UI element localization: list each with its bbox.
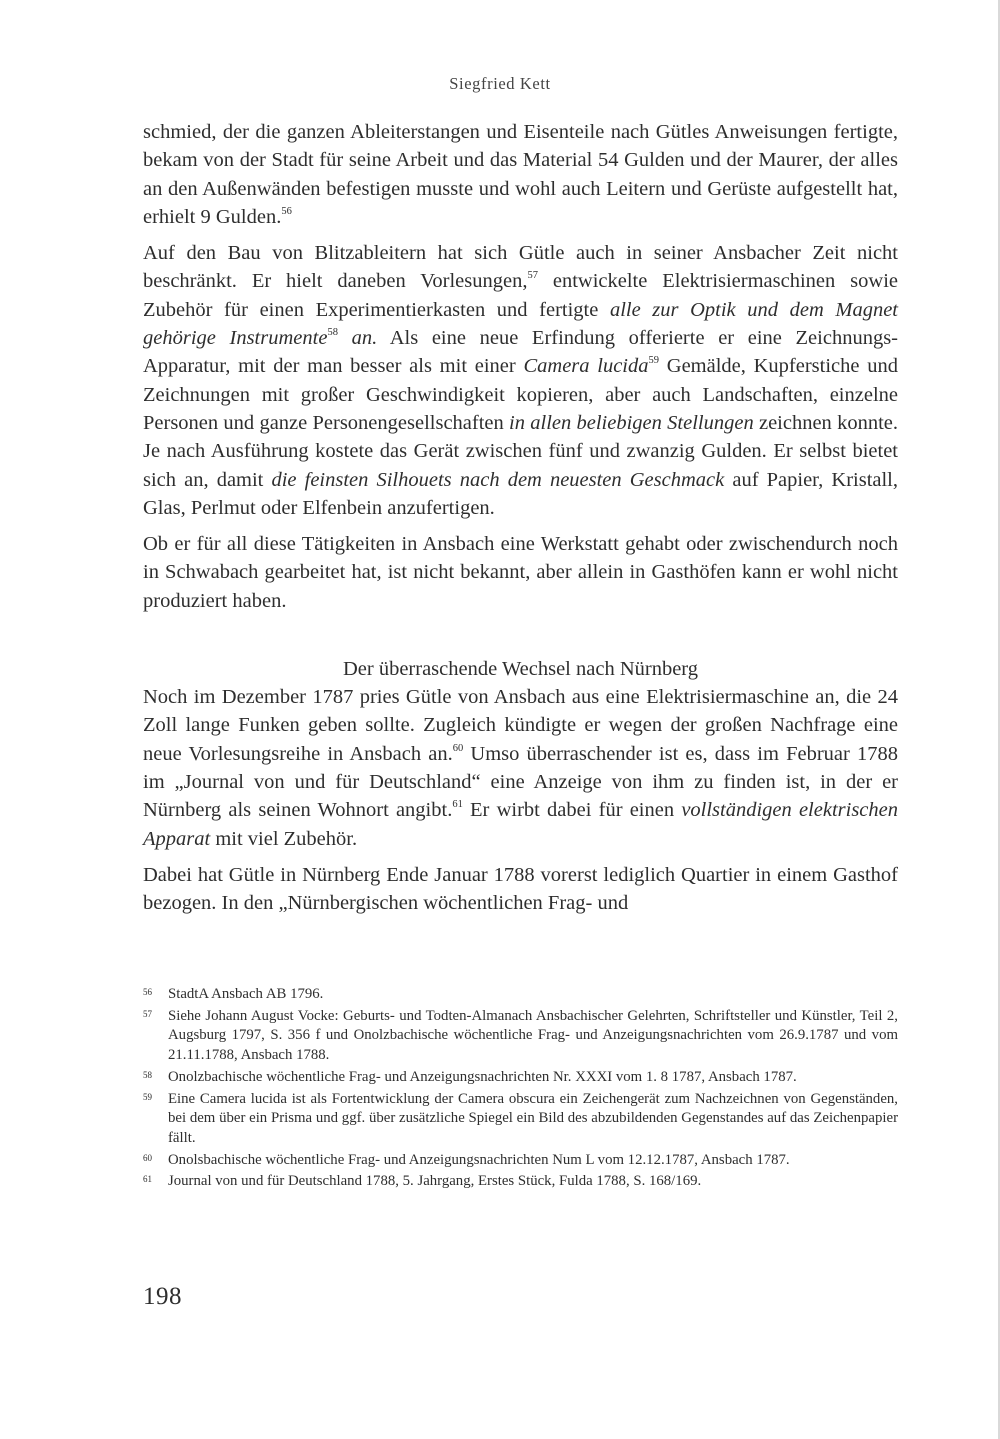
footnote — [143, 1151, 898, 1171]
footnote-text: Eine Camera lucida ist als Fortentwicklung der Camera obscura ein Zeichengerät zum Nachzeichnen von Gegenständen, bei dem über ein Prisma und ggf. über zusätzliche Spiegel ein Bild des abzubildenden Gegenstandes auf das Zeichenpapier fällt. — [168, 1090, 898, 1146]
footnote-ref: 61 — [452, 799, 463, 811]
footnote-number: 59 — [143, 1091, 152, 1102]
footnote-text: Siehe Johann August Vocke: Geburts- und Todten-Almanach Ansbachischer Gelehrten, Schriftsteller und Künstler, Teil 2, Augsburg 1797, S. 356 f und Onolzbachische wöchentliche Frag- und Anzeigungsnachrichten vom 26.9.1787 und vom 21.11.1788, Ansbach 1788. — [168, 1007, 898, 1064]
text-run: Auf den Bau von Blitzableitern hat sich Gütle auch in seiner Ansbacher Zeit nicht beschränkt. Er hielt daneben Vorlesungen, — [143, 242, 898, 293]
paragraph — [143, 683, 898, 853]
footnote-text: StadtA Ansbach AB 1796. — [168, 986, 324, 1002]
footnote-ref: 56 — [281, 205, 292, 217]
footnote-number: 60 — [143, 1152, 152, 1163]
italic-text: an. — [337, 327, 378, 350]
paragraph — [143, 530, 898, 615]
footnotes — [143, 985, 898, 1194]
text-run: auf Papier, Kristall, Glas, Perlmut oder Elfenbein anzufertigen. — [143, 468, 899, 519]
italic-text: die feinsten Silhouets nach dem neuesten Geschmack — [271, 468, 725, 491]
text-run: Gemälde, Kupferstiche und Zeichnungen mit großer Geschwindigkeit kopieren, aber auch Landschaften, einzelne Personen und ganze Personengesellschaften — [143, 355, 898, 434]
footnote-ref: 59 — [648, 355, 660, 367]
footnote-number: 61 — [143, 1174, 152, 1185]
paragraph — [143, 118, 898, 231]
text-run: zeichnen konnte. Je nach Ausführung kostete das Gerät zwischen fünf und zwanzig Gulden. Er selbst bietet sich an, damit — [143, 411, 898, 491]
text-run: Als eine neue Erfindung offerierte er eine Zeichnungs-Apparatur, mit der man besser als mit einer — [143, 327, 898, 378]
paragraphs-bottom — [143, 683, 898, 917]
paragraph — [143, 239, 898, 522]
italic-text: in allen beliebigen Stellungen — [509, 411, 754, 434]
footnote-ref: 60 — [452, 742, 464, 754]
footnote-text: Journal von und für Deutschland 1788, 5. Jahrgang, Erstes Stück, Fulda 1788, S. 168/169. — [168, 1173, 702, 1190]
text-run: Umso überraschender ist es, dass im Februar 1788 im „Journal von und für Deutschland“ eine Anzeige von ihm zu finden ist, in der er Nürnberg als seinen Wohnort angibt. — [143, 742, 898, 822]
footnote-number: 57 — [143, 1008, 152, 1019]
text-run: Noch im Dezember 1787 pries Gütle von Ansbach aus eine Elektrisiermaschine an, die 24 Zoll lange Funken geben sollte. Zugleich kündigte er wegen der großen Nachfrage eine neue Vorlesungsreihe in Ansbach an. — [143, 686, 898, 765]
page-number: 198 — [143, 1283, 182, 1310]
text-run: entwickelte Elektrisiermaschinen sowie Zubehör für einen Experimentierkasten und fertigte — [143, 270, 898, 321]
text-run: Dabei hat Gütle in Nürnberg Ende Januar 1788 vorerst lediglich Quartier in einem Gasthof bezogen. In den „Nürnbergischen wöchentlichen Frag- und — [143, 863, 898, 915]
footnote-text: Onolsbachische wöchentliche Frag- und Anzeigungsnachrichten Num L vom 12.12.1787, Ansbach 1787. — [168, 1151, 790, 1168]
text-run: Er wirbt dabei für einen — [462, 799, 682, 822]
footnote-number: 56 — [143, 987, 152, 997]
footnote-ref: 57 — [527, 270, 538, 282]
footnote — [143, 1090, 898, 1149]
italic-text: vollständigen elektrischen Apparat — [143, 799, 899, 850]
text-run: Ob er für all diese Tätigkeiten in Ansbach eine Werkstatt gehabt oder zwischendurch noch in Schwabach gearbeitet hat, ist nicht bekannt, aber allein in Gasthöfen kann er wohl nicht produziert haben. — [143, 533, 898, 612]
text-run: mit viel Zubehör. — [210, 827, 358, 850]
italic-text: alle zur Optik und dem Magnet gehörige Instrumente — [143, 298, 899, 350]
text-run: schmied, der die ganzen Ableiterstangen und Eisenteile nach Gütles Anweisungen fertigte, bekam von der Stadt für seine Arbeit und das Material 54 Gulden und der Maurer, der alles an den Außenwänden befestigen musste und wohl auch Leitern und Gerüste aufgestellt hat, erhielt 9 Gulden. — [143, 121, 898, 228]
footnote-ref: 58 — [327, 327, 338, 339]
footnote — [143, 985, 898, 1005]
footnote — [143, 1172, 898, 1192]
running-head: Siegfried Kett — [449, 74, 551, 93]
footnote-number: 58 — [143, 1069, 152, 1080]
main-text — [143, 118, 898, 917]
paragraph — [143, 861, 898, 918]
section-heading: Der überraschende Wechsel nach Nürnberg — [342, 658, 699, 681]
footnote — [143, 1007, 898, 1066]
footnote-text: Onolzbachische wöchentliche Frag- und Anzeigungsnachrichten Nr. XXXI vom 1. 8 1787, Ansbach 1787. — [168, 1068, 797, 1085]
italic-text: Camera lucida — [523, 355, 649, 378]
paragraphs-top — [143, 118, 898, 615]
footnote — [143, 1068, 898, 1088]
